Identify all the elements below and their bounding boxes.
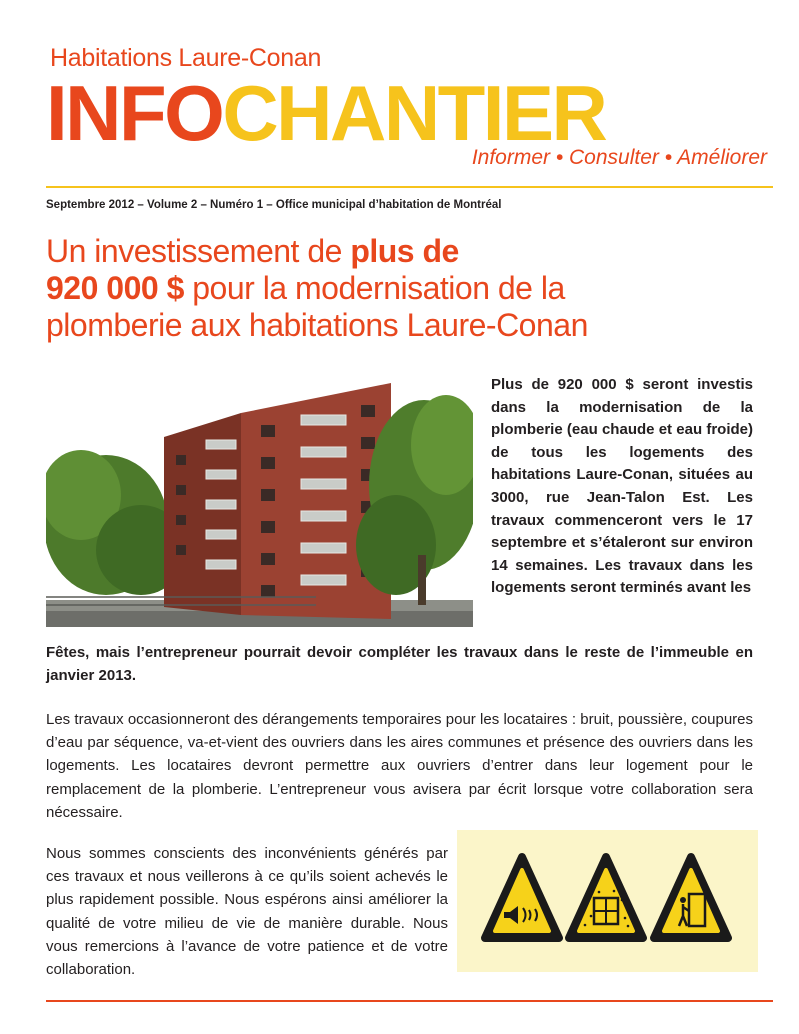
masthead-title [46,69,606,157]
building-photo [46,375,473,627]
headline-line3: plomberie aux habitations Laure-Conan [46,307,588,343]
headline [46,233,766,344]
intro-text-right: Plus de 920 000 $ seront investis dans la modernisation de la plomberie (eau chaude et eau froide) de tous les logements des habitations Laure-Conan, situées au 3000, rue Jean-Talon Est. Les travaux commenceront vers le 17 septembre et s’étaleront sur environ 14 semaines. Les travaux dans les logements seront terminés avant les [491,376,753,597]
masthead-info: INFO [46,69,223,157]
dust-warning-icon [569,857,643,938]
headline-bold1: plus de [350,233,459,269]
warning-signs-panel [457,830,758,972]
body-paragraph-closing: Nous sommes conscients des inconvénients générés par ces travaux et nous veillerons à ce qu’ils soient achevés le plus rapidement possible. Nous espérons ainsi améliorer la qualité de votre milieu de vie de manière durable. Nous vous remercions à l’avance de votre patience et de votre collaboration. [46,845,448,979]
issue-info: Septembre 2012 – Volume 2 – Numéro 1 – Office municipal d’habitation de Montréal [46,199,502,211]
headline-part2: pour la modernisation de la [183,270,565,306]
noise-warning-icon [485,857,559,938]
masthead-chantier: CHANTIER [222,69,606,157]
header-divider [46,186,773,188]
footer-divider [46,1000,773,1002]
tagline: Informer • Consulter • Améliorer [471,146,767,169]
publication-subtitle: Habitations Laure-Conan [50,44,322,72]
worker-access-warning-icon [654,857,728,938]
headline-bold2: 920 000 $ [46,270,184,306]
intro-text-continued: Fêtes, mais l’entrepreneur pourrait devoir compléter les travaux dans le reste de l’immeuble en janvier 2013. [46,644,753,684]
body-paragraph-disturbances: Les travaux occasionneront des dérangements temporaires pour les locataires : bruit, poussière, coupures d’eau par séquence, va-et-vient des ouvriers dans les aires communes et présence des ouvriers dans les logements. Les locataires devront permettre aux ouvriers d’entrer dans leur logement pour le remplacement de la plomberie. L’entrepreneur vous avisera par écrit lorsque votre collaboration sera nécessaire. [46,711,753,821]
headline-part1: Un investissement de [46,233,351,269]
